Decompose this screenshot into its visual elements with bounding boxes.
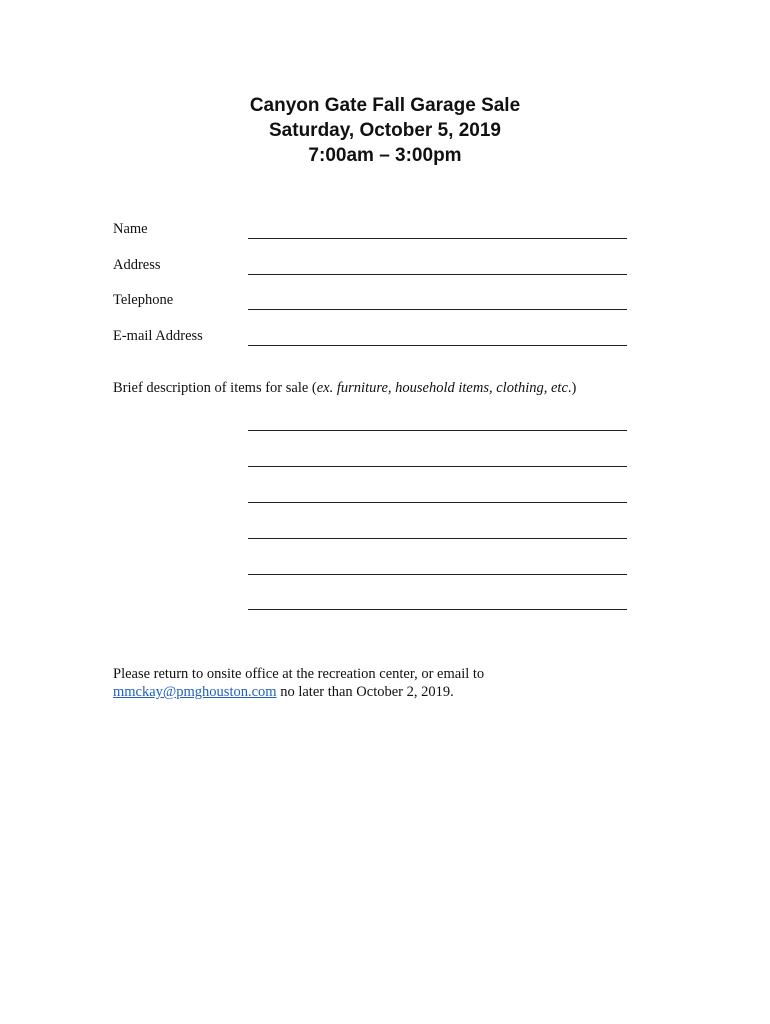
- return-instructions-line2: [113, 683, 484, 701]
- address-blank-line[interactable]: [248, 274, 627, 275]
- telephone-blank-line[interactable]: [248, 309, 627, 310]
- event-title: Canyon Gate Fall Garage Sale: [249, 95, 521, 116]
- name-label: Name: [113, 221, 148, 237]
- email-field-row: [113, 327, 627, 347]
- description-line[interactable]: [248, 430, 627, 431]
- email-label: E-mail Address: [113, 328, 203, 344]
- address-label: Address: [113, 257, 161, 273]
- telephone-field-row: [113, 291, 627, 311]
- description-prompt: [113, 379, 576, 397]
- name-blank-line[interactable]: [248, 238, 627, 239]
- description-line[interactable]: [248, 609, 627, 610]
- description-line[interactable]: [248, 502, 627, 503]
- description-suffix: .): [567, 380, 577, 396]
- email-blank-line[interactable]: [248, 345, 627, 346]
- description-example: ex. furniture, household items, clothing, etc: [316, 380, 568, 396]
- email-link[interactable]: mmckay@pmghouston.com: [113, 684, 277, 700]
- name-field-row: [113, 220, 627, 240]
- description-line[interactable]: [248, 466, 627, 467]
- event-date: Saturday, October 5, 2019: [269, 120, 501, 141]
- return-instructions: [113, 665, 484, 701]
- deadline-text: no later than October 2, 2019.: [276, 684, 454, 700]
- description-line[interactable]: [248, 538, 627, 539]
- event-time: 7:00am – 3:00pm: [308, 145, 462, 166]
- description-line[interactable]: [248, 574, 627, 575]
- telephone-label: Telephone: [113, 292, 174, 308]
- return-instructions-line1: Please return to onsite office at the recreation center, or email to: [113, 666, 485, 682]
- address-field-row: [113, 256, 627, 276]
- description-prefix: Brief description of items for sale (: [113, 380, 317, 396]
- document-header: [0, 93, 770, 168]
